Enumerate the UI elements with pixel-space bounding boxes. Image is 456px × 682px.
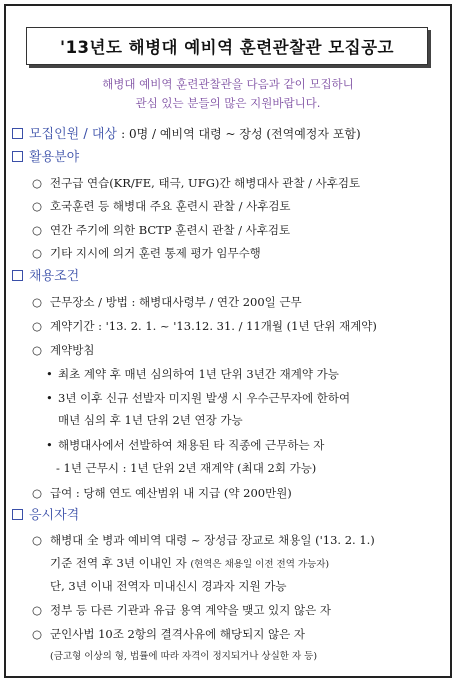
dot-bullet-icon: • bbox=[46, 367, 53, 381]
dot-bullet-icon: • bbox=[46, 438, 53, 452]
section-checkbox-icon bbox=[12, 151, 23, 162]
list-item: - 1년 근무시 : 1년 단위 2년 재계약 (최대 2회 가능) bbox=[56, 461, 317, 475]
circle-bullet-icon: ○ bbox=[32, 223, 43, 237]
dot-bullet-icon: • bbox=[46, 391, 53, 405]
circle-bullet-icon: ○ bbox=[32, 176, 43, 190]
section-activity-label: 활용분야 bbox=[29, 150, 80, 165]
list-item: • 최초 계약 후 매년 심의하여 1년 단위 3년간 재계약 가능 bbox=[46, 367, 339, 381]
section-recruit bbox=[12, 126, 361, 143]
section-qualification-label: 응시자격 bbox=[29, 508, 80, 523]
list-item: 기준 전역 후 3년 이내인 자 (현역은 채용일 이전 전역 가능자) bbox=[50, 556, 330, 570]
section-activity bbox=[12, 150, 79, 166]
section-recruit-label: 모집인원 / 대상 bbox=[29, 127, 117, 142]
intro-line-1: 해병대 예비역 훈련관찰관을 다음과 같이 모집하니 bbox=[102, 77, 354, 91]
section-qualification bbox=[12, 508, 79, 524]
list-item: ○ 급여 : 당해 연도 예산범위 내 지급 (약 200만원) bbox=[32, 486, 292, 500]
circle-bullet-icon: ○ bbox=[32, 533, 43, 547]
list-item-note: (금고형 이상의 형, 법률에 따라 자격이 정지되거나 상실한 자 등) bbox=[50, 651, 318, 662]
section-checkbox-icon bbox=[12, 509, 23, 520]
section-checkbox-icon bbox=[12, 128, 23, 139]
circle-bullet-icon: ○ bbox=[32, 343, 43, 357]
circle-bullet-icon: ○ bbox=[32, 319, 43, 333]
intro-line-2: 관심 있는 분들의 많은 지원바랍니다. bbox=[135, 96, 321, 110]
section-conditions bbox=[12, 269, 79, 285]
list-item: ○ 군인사법 10조 2항의 결격사유에 해당되지 않은 자 bbox=[32, 627, 305, 641]
list-item: ○ 기타 지시에 의거 훈련 통제 평가 임무수행 bbox=[32, 246, 261, 260]
circle-bullet-icon: ○ bbox=[32, 295, 43, 309]
section-conditions-label: 채용조건 bbox=[29, 269, 80, 284]
list-item: ○ 계약방침 bbox=[32, 343, 95, 357]
list-item: ○ 호국훈련 등 해병대 주요 훈련시 관찰 / 사후검토 bbox=[32, 199, 291, 213]
list-item: ○ 전구급 연습(KR/FE, 태극, UFG)간 해병대사 관찰 / 사후검토 bbox=[32, 176, 361, 190]
list-item: 매년 심의 후 1년 단위 2년 연장 가능 bbox=[58, 413, 243, 427]
list-item: ○ 해병대 全 병과 예비역 대령 ~ 장성급 장교로 채용일 ('13. 2. 1.) bbox=[32, 533, 375, 547]
section-recruit-detail: : 0명 / 예비역 대령 ~ 장성 (전역예정자 포함) bbox=[121, 127, 361, 141]
list-item: • 해병대사에서 선발하여 채용된 타 직종에 근무하는 자 bbox=[46, 438, 325, 452]
circle-bullet-icon: ○ bbox=[32, 486, 43, 500]
list-item: ○ 계약기간 : '13. 2. 1. ~ '13.12. 31. / 11개월 (1년 단위 재계약) bbox=[32, 319, 377, 333]
list-item: ○ 근무장소 / 방법 : 해병대사령부 / 연간 200일 근무 bbox=[32, 295, 302, 309]
notice-title: '13년도 해병대 예비역 훈련관찰관 모집공고 bbox=[26, 27, 428, 65]
list-item: 단, 3년 이내 전역자 미내신시 경과자 지원 가능 bbox=[50, 579, 287, 593]
list-item: • 3년 이후 신규 선발자 미지원 발생 시 우수근무자에 한하여 bbox=[46, 391, 351, 405]
circle-bullet-icon: ○ bbox=[32, 603, 43, 617]
section-checkbox-icon bbox=[12, 270, 23, 281]
list-item: ○ 정부 등 다른 기관과 유급 용역 계약을 맺고 있지 않은 자 bbox=[32, 603, 331, 617]
circle-bullet-icon: ○ bbox=[32, 246, 43, 260]
circle-bullet-icon: ○ bbox=[32, 199, 43, 213]
list-item: ○ 연간 주기에 의한 BCTP 훈련시 관찰 / 사후검토 bbox=[32, 223, 291, 237]
circle-bullet-icon: ○ bbox=[32, 627, 43, 641]
